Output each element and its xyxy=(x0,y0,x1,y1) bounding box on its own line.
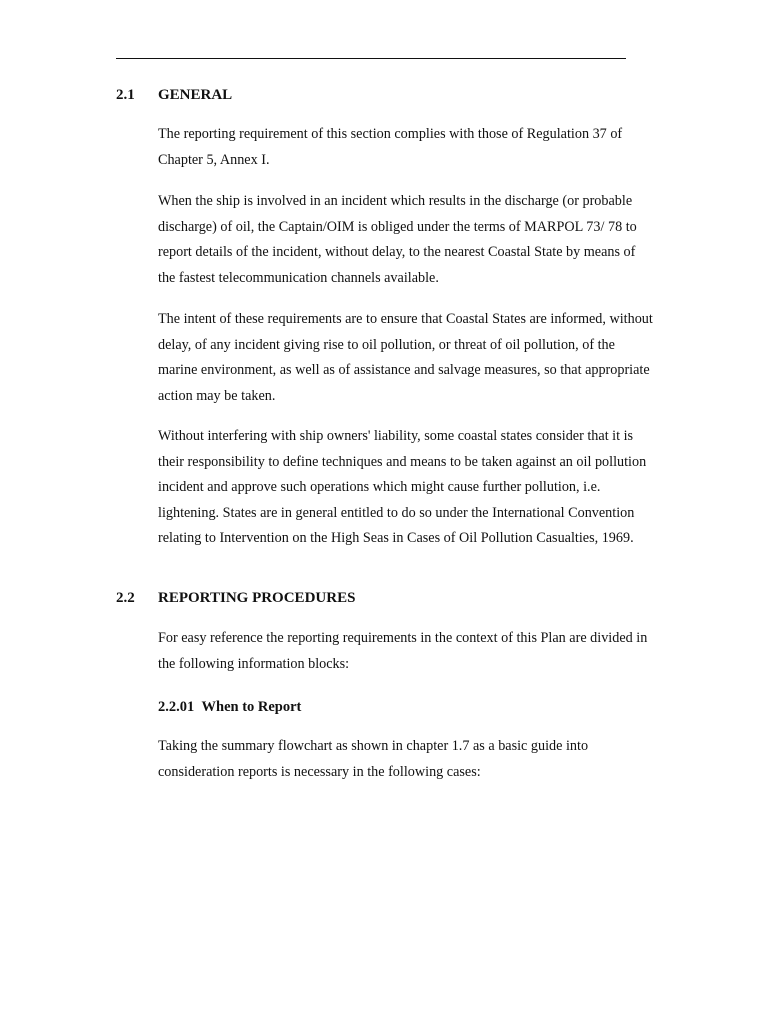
section-number: 2.2 xyxy=(116,590,135,606)
text-line: their responsibility to define techniques and means to be taken against an oil pollution xyxy=(158,453,647,470)
paragraph-discharge xyxy=(158,189,658,291)
header-rule xyxy=(116,58,626,59)
text-line: incident and approve such operations which might cause further pollution, i.e. xyxy=(158,479,601,495)
text-line: For easy reference the reporting requirements in the context of this Plan are divided in xyxy=(158,630,648,646)
text-line: lightening. States are in general entitled to do so under the International Convention xyxy=(158,504,635,521)
text-line: relating to Intervention on the High Seas in Cases of Oil Pollution Casualties, 1969. xyxy=(158,530,634,546)
text-line: Chapter 5, Annex I. xyxy=(158,151,270,168)
section-heading-general xyxy=(116,86,232,104)
text-line: marine environment, as well as of assistance and salvage measures, so that appropriate xyxy=(158,362,650,378)
paragraph-flowchart xyxy=(158,734,658,785)
section-title: GENERAL xyxy=(158,87,233,103)
section-heading-reporting-procedures xyxy=(116,589,355,607)
subsection-number: 2.2.01 xyxy=(158,699,195,715)
text-line: consideration reports is necessary in the following cases: xyxy=(158,763,481,780)
section-number: 2.1 xyxy=(116,87,135,103)
text-line: The reporting requirement of this section complies with those of Regulation 37 of xyxy=(158,126,623,142)
text-line: action may be taken. xyxy=(158,387,276,404)
text-line: The intent of these requirements are to ensure that Coastal States are informed, without xyxy=(158,311,653,327)
paragraph-intent xyxy=(158,307,658,409)
paragraph-liability xyxy=(158,424,658,552)
text-line: delay, of any incident giving rise to oil pollution, or threat of oil pollution, of the xyxy=(158,336,615,353)
text-line: the following information blocks: xyxy=(158,655,350,672)
text-line: report details of the incident, without delay, to the nearest Coastal State by means of xyxy=(158,244,636,260)
text-line: Without interfering with ship owners' liability, some coastal states consider that it is xyxy=(158,428,634,444)
text-line: Taking the summary flowchart as shown in chapter 1.7 as a basic guide into xyxy=(158,738,589,754)
subsection-title: When to Report xyxy=(201,699,302,715)
text-line: the fastest telecommunication channels available. xyxy=(158,269,439,286)
section-title: REPORTING PROCEDURES xyxy=(158,590,356,606)
subsection-heading-when-to-report xyxy=(158,698,301,716)
paragraph-regulation xyxy=(158,122,658,173)
text-line: discharge) of oil, the Captain/OIM is obliged under the terms of MARPOL 73/ 78 to xyxy=(158,218,637,235)
text-line: When the ship is involved in an incident which results in the discharge (or probable xyxy=(158,193,633,209)
paragraph-information-blocks xyxy=(158,626,658,677)
